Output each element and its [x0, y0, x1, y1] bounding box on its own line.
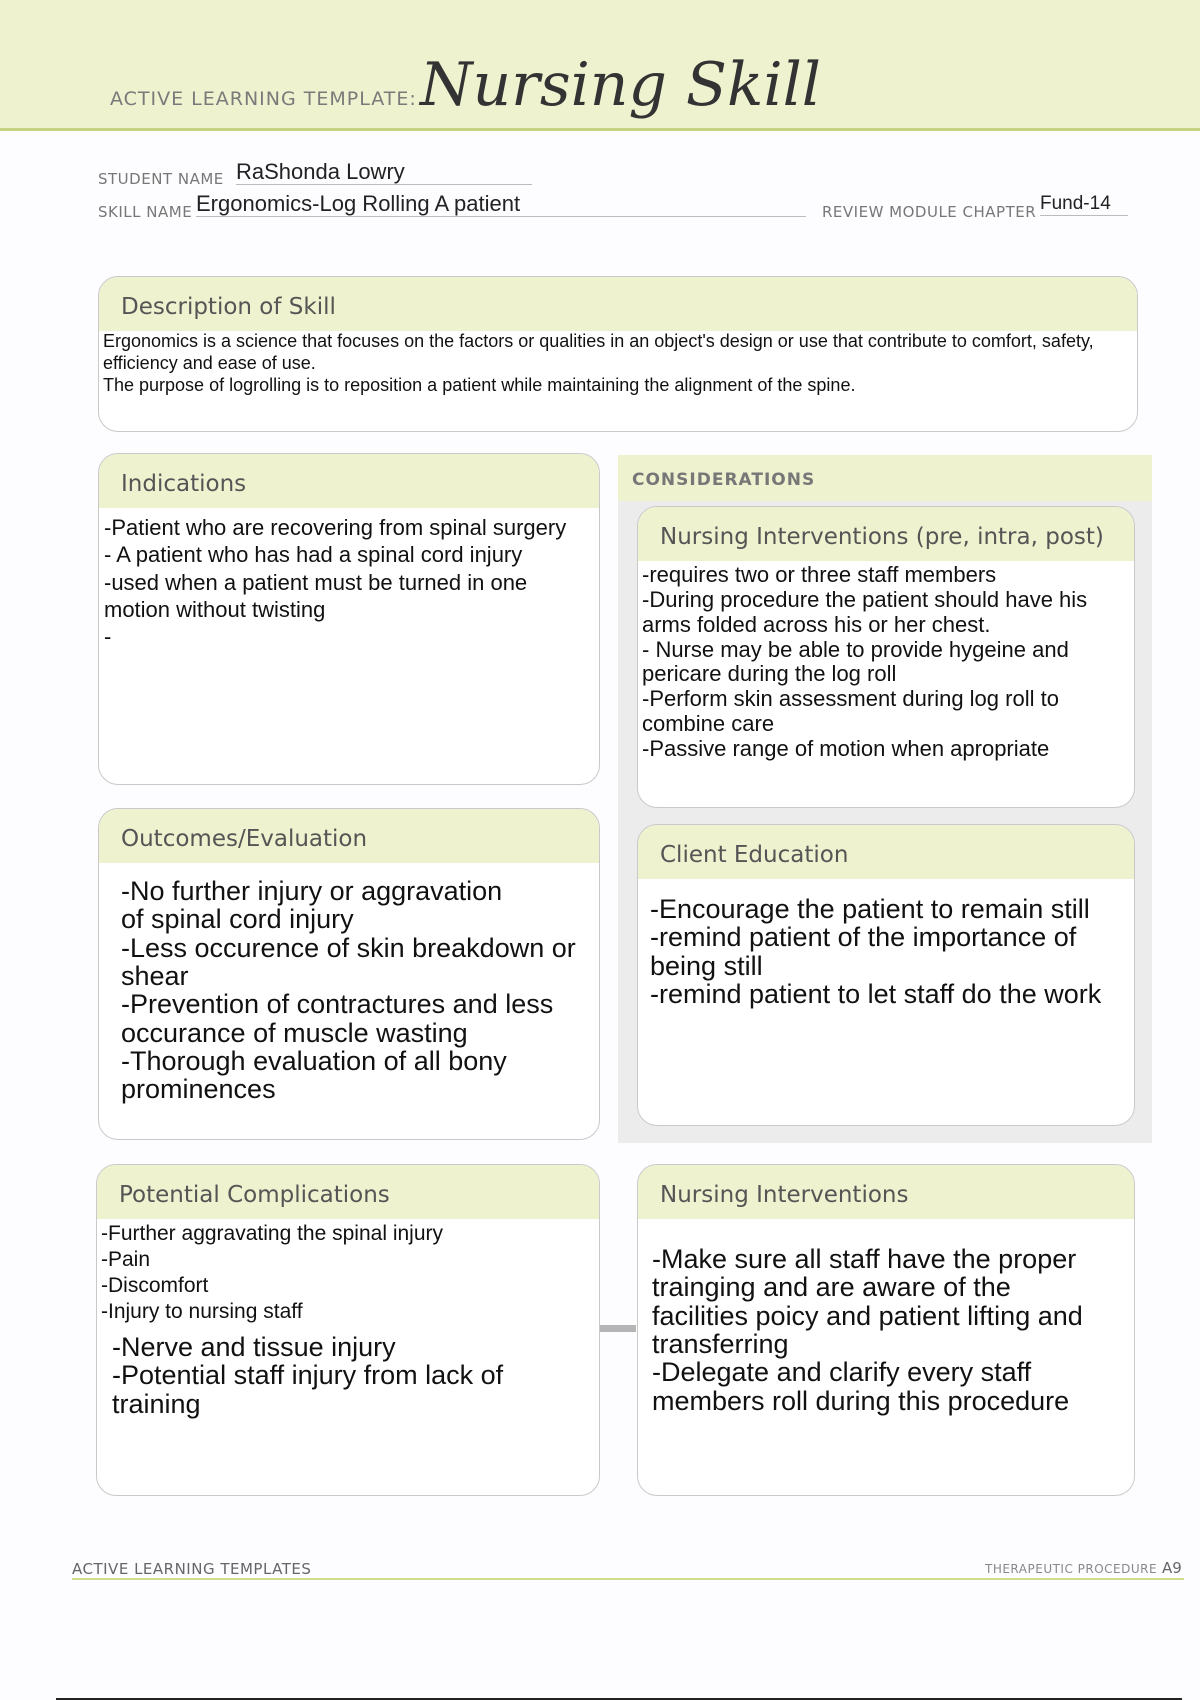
client-education-heading: Client Education: [638, 825, 1134, 879]
footer-right-label: THERAPEUTIC PROCEDURE: [985, 1562, 1158, 1576]
description-text[interactable]: Ergonomics is a science that focuses on the factors or qualities in an object's design or use that contribute to comfort, safety, efficiency and ease of use. The purpose of logrolling is to reposition a patient while maintaining the alignment of the spine.: [103, 331, 1094, 395]
nursing-interventions-text[interactable]: -Make sure all staff have the proper trainging and are aware of the facilities poicy and patient lifting and transferring -Delegate and clarify every staff members roll during this procedure: [652, 1244, 1083, 1416]
complications-heading: Potential Complications: [97, 1165, 599, 1219]
chapter-field[interactable]: Fund-14: [1040, 194, 1128, 216]
template-title: Nursing Skill: [420, 50, 821, 120]
student-name-label: STUDENT NAME: [98, 170, 224, 188]
indications-text[interactable]: -Patient who are recovering from spinal surgery - A patient who has had a spinal cord injury -used when a patient must be turned in one motion without twisting -: [104, 515, 567, 650]
student-name-field[interactable]: RaShonda Lowry: [236, 160, 532, 185]
box-connector: [600, 1325, 636, 1332]
template-header: [0, 0, 1200, 131]
nursing-interventions-box: [637, 1164, 1135, 1496]
nursing-interventions-heading: Nursing Interventions: [638, 1165, 1134, 1219]
client-education-box: [637, 824, 1135, 1126]
footer-page-code: A9: [1162, 1559, 1182, 1577]
complications-box: [96, 1164, 600, 1496]
complications-text-large[interactable]: -Nerve and tissue injury -Potential staff injury from lack of training: [112, 1332, 504, 1419]
nursing-interventions-pre-text[interactable]: -requires two or three staff members -During procedure the patient should have his arms folded across his or her chest. - Nurse may be able to provide hygeine and pericare during the log roll -Perform skin assessment during log roll to combine care -Passive range of motion when apropriate: [642, 562, 1088, 762]
nursing-interventions-pre-box: [637, 506, 1135, 808]
outcomes-text[interactable]: -No further injury or aggravation of spinal cord injury -Less occurence of skin breakdown or shear -Prevention of contractures and less occurance of muscle wasting -Thorough evaluation of all bony prominences: [121, 876, 576, 1105]
template-label: ACTIVE LEARNING TEMPLATE:: [110, 88, 417, 110]
skill-name-field[interactable]: Ergonomics-Log Rolling A patient: [196, 192, 806, 217]
chapter-label: REVIEW MODULE CHAPTER: [822, 203, 1037, 221]
indications-heading: Indications: [99, 454, 599, 508]
client-education-text[interactable]: -Encourage the patient to remain still -remind patient of the importance of being still -remind patient to let staff do the work: [650, 894, 1102, 1010]
description-heading: Description of Skill: [99, 277, 1137, 331]
description-box: [98, 276, 1138, 432]
footer-divider: [72, 1578, 1184, 1580]
complications-text-small[interactable]: -Further aggravating the spinal injury -Pain -Discomfort -Injury to nursing staff: [101, 1222, 444, 1324]
nursing-interventions-pre-heading: Nursing Interventions (pre, intra, post): [638, 507, 1134, 561]
considerations-label: CONSIDERATIONS: [632, 470, 816, 490]
skill-name-label: SKILL NAME: [98, 203, 193, 221]
footer-left-label: ACTIVE LEARNING TEMPLATES: [72, 1560, 312, 1578]
outcomes-heading: Outcomes/Evaluation: [99, 809, 599, 863]
indications-box: [98, 453, 600, 785]
outcomes-box: [98, 808, 600, 1140]
